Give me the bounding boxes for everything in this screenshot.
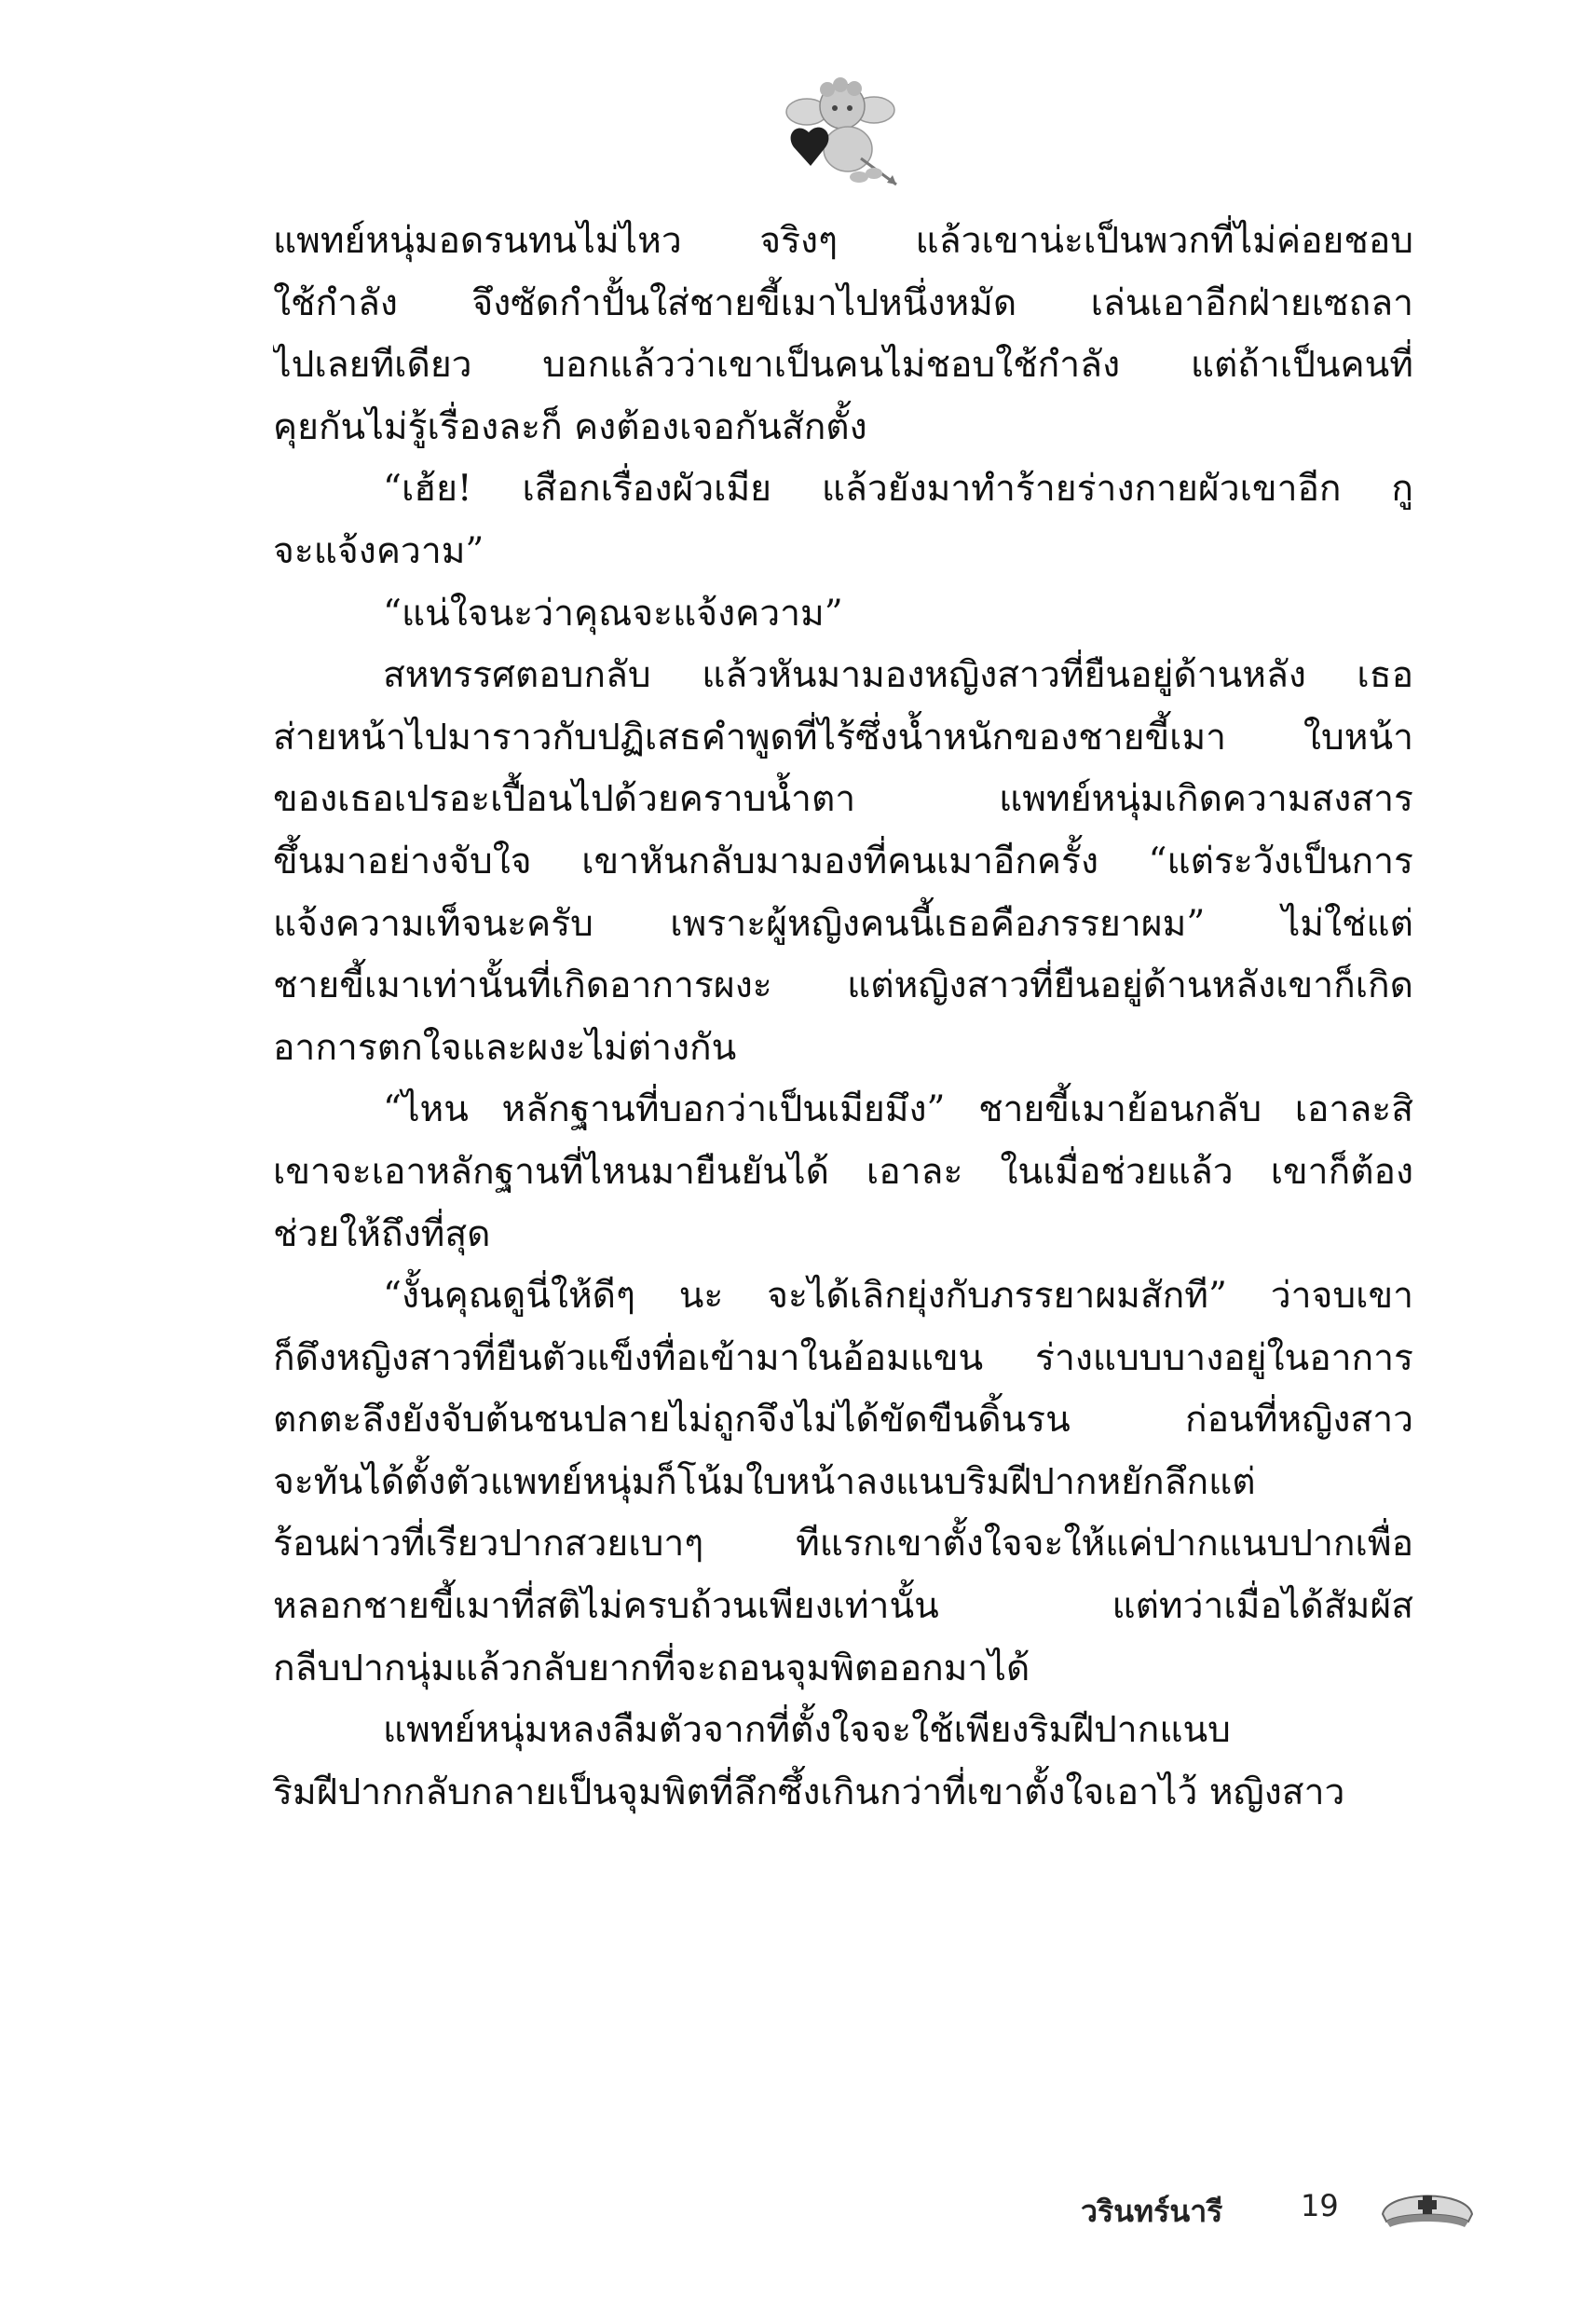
text-line: สหทรรศตอบกลับ แล้วหันมามองหญิงสาวที่ยืนอยู่ด้านหลัง เธอ (383, 654, 1413, 697)
text-line: ของเธอเปรอะเปื้อนไปด้วยคราบน้ำตา แพทย์หนุ่มเกิดความสงสาร (273, 778, 1413, 821)
text-line: “แน่ใจนะว่าคุณจะแจ้งความ” (383, 592, 843, 635)
text-line: เขาจะเอาหลักฐานที่ไหนมายืนยันได้ เอาละ ในเมื่อช่วยแล้ว เขาก็ต้อง (273, 1150, 1413, 1193)
text-line: คุยกันไม่รู้เรื่องละก็ คงต้องเจอกันสักตั้ง (273, 405, 867, 448)
text-line: จะแจ้งความ” (273, 529, 484, 572)
text-line: ร้อนผ่าวที่เรียวปากสวยเบาๆ ทีแรกเขาตั้งใจจะให้แค่ปากแนบปากเพื่อ (273, 1523, 1413, 1566)
text-line: ชายขี้เมาเท่านั้นที่เกิดอาการผงะ แต่หญิงสาวที่ยืนอยู่ด้านหลังเขาก็เกิด (273, 964, 1413, 1007)
text-line: “เฮ้ย! เสือกเรื่องผัวเมีย แล้วยังมาทำร้ายร่างกายผัวเขาอีก กู (383, 468, 1413, 511)
page-footer (1081, 2181, 1491, 2236)
text-line: จะทันได้ตั้งตัวแพทย์หนุ่มก็โน้มใบหน้าลงแนบริมฝีปากหยักลึกแต่ (273, 1460, 1256, 1503)
text-line: อาการตกใจและผงะไม่ต่างกัน (273, 1026, 737, 1069)
nurse-cap-icon (1379, 2181, 1476, 2233)
text-line: ขึ้นมาอย่างจับใจ เขาหันกลับมามองที่คนเมาอีกครั้ง “แต่ระวังเป็นการ (273, 840, 1413, 882)
text-line: ตกตะลึงยังจับต้นชนปลายไม่ถูกจึงไม่ได้ขัดขืนดิ้นรน ก่อนที่หญิงสาว (273, 1399, 1413, 1442)
text-line: “งั้นคุณดูนี่ให้ดีๆ นะ จะได้เลิกยุ่งกับภรรยาผมสักที” ว่าจบเขา (383, 1275, 1413, 1318)
text-line: หลอกชายขี้เมาที่สติไม่ครบถ้วนเพียงเท่านั้น แต่ทว่าเมื่อได้สัมผัส (273, 1585, 1413, 1628)
text-line: แจ้งความเท็จนะครับ เพราะผู้หญิงคนนี้เธอคือภรรยาผม” ไม่ใช่แต่ (273, 902, 1413, 945)
text-line: “ไหน หลักฐานที่บอกว่าเป็นเมียมึง” ชายขี้เมาย้อนกลับ เอาละสิ (383, 1088, 1413, 1131)
text-line: กลีบปากนุ่มแล้วกลับยากที่จะถอนจุมพิตออกมาได้ (273, 1647, 1030, 1689)
text-line: ช่วยให้ถึงที่สุด (273, 1212, 491, 1255)
text-line: ก็ดึงหญิงสาวที่ยืนตัวแข็งทื่อเข้ามาในอ้อมแขน ร่างแบบบางอยู่ในอาการ (273, 1336, 1413, 1379)
text-line: แพทย์หนุ่มหลงลืมตัวจากที่ตั้งใจจะใช้เพียงริมฝีปากแนบ (383, 1709, 1231, 1752)
text-line: ใช้กำลัง จึงซัดกำปั้นใส่ชายขี้เมาไปหนึ่งหมัด เล่นเอาอีกฝ่ายเซถลา (273, 281, 1413, 324)
text-line: ไปเลยทีเดียว บอกแล้วว่าเขาเป็นคนไม่ชอบใช้กำลัง แต่ถ้าเป็นคนที่ (273, 344, 1413, 387)
text-line: ส่ายหน้าไปมาราวกับปฏิเสธคำพูดที่ไร้ซึ่งน้ำหนักของชายขี้เมา ใบหน้า (273, 716, 1413, 759)
text-line: ริมฝีปากกลับกลายเป็นจุมพิตที่ลึกซึ้งเกินกว่าที่เขาตั้งใจเอาไว้ หญิงสาว (273, 1771, 1345, 1813)
cupid-angel-holding-heart-icon (781, 73, 902, 194)
page-number: 19 (1301, 2188, 1339, 2223)
text-line: แพทย์หนุ่มอดรนทนไม่ไหว จริงๆ แล้วเขาน่ะเป็นพวกที่ไม่ค่อยชอบ (273, 220, 1413, 262)
body-text (273, 211, 1413, 1824)
book-title: วรินทร์นารี (1081, 2194, 1223, 2229)
